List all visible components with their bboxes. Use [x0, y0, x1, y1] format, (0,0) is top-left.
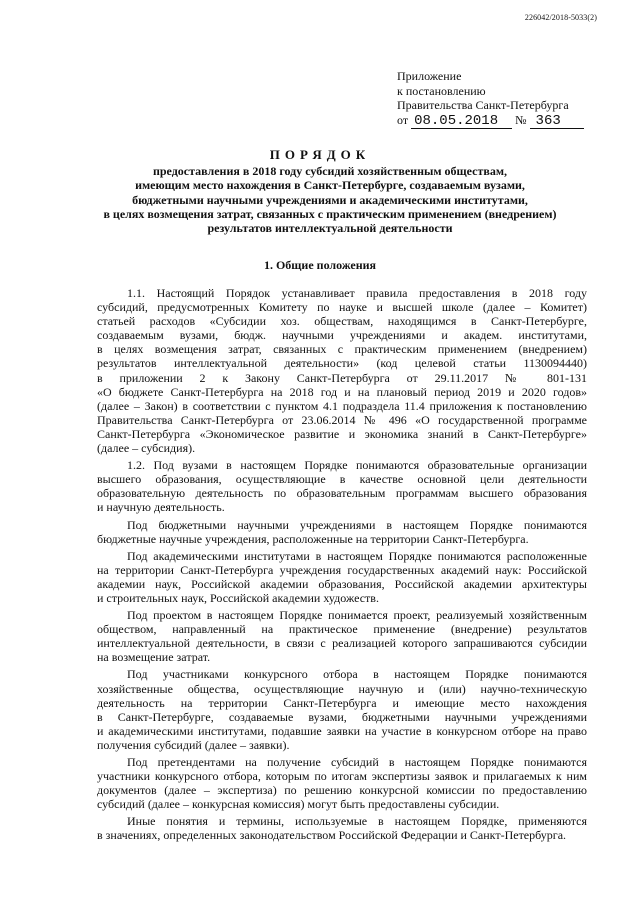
- subtitle-line: имеющим место нахождения в Санкт-Петербурге, создаваемым вузами,: [135, 178, 525, 193]
- paragraph-line: Правительства Санкт-Петербурга от 23.06.2014 № 496 «О государственной программе: [97, 412, 587, 427]
- resolution-date: 08.05.2018: [411, 114, 512, 129]
- paragraph-line: в приложении 2 к Закону Санкт-Петербурга от 29.11.2017 № 801-131: [97, 370, 587, 385]
- document-registration-number: 226042/2018-5033(2): [524, 13, 597, 22]
- paragraph-line: субсидий (далее – конкурсная комиссия) могут быть предоставлены субсидии.: [97, 797, 500, 812]
- paragraph-line: Иные понятия и термины, используемые в настоящем Порядке, применяются: [127, 814, 587, 829]
- subtitle-line: бюджетными научными учреждениями и академическими институтами,: [132, 192, 528, 207]
- paragraph-line: обществом, направленный на практическое применение (внедрение) результатов: [97, 622, 587, 637]
- paragraph-line: Санкт-Петербурга «Экономическое развитие и экономика знаний в Санкт-Петербурге»: [97, 426, 587, 441]
- paragraph: [97, 755, 587, 811]
- paragraph-line: хозяйственные общества, осуществляющие научную и (или) научно-техническую: [97, 681, 587, 696]
- paragraph-line: статьей расходов «Субсидии хоз. обществам, находящимся в Санкт-Петербурге,: [97, 314, 587, 329]
- paragraph-line: образовательную деятельность по образовательным программам высшего образования: [97, 486, 587, 501]
- paragraph-line: (далее – Закон) в соответствии с пунктом 4.1 подраздела 11.4 приложения к постановлению: [97, 398, 587, 413]
- paragraph-line: Под академическими институтами в настоящем Порядке понимаются расположенные: [127, 548, 587, 563]
- paragraph-line: Под претендентами на получение субсидий в настоящем Порядке понимаются: [127, 755, 587, 769]
- paragraph-line: и научную деятельность.: [97, 500, 225, 515]
- paragraph: [97, 814, 587, 842]
- paragraph-line: высшего образования, осуществляющие в качестве основной цели деятельности: [97, 472, 587, 487]
- subtitle-line: предоставления в 2018 году субсидий хозяйственным обществам,: [152, 164, 508, 178]
- paragraph-line: в целях возмещения затрат, связанных с практическим применением (внедрением): [97, 342, 587, 357]
- document-body: [97, 286, 587, 846]
- document-subtitle: [100, 164, 560, 235]
- appendix-line-3: Правительства Санкт-Петербурга: [397, 98, 569, 112]
- paragraph-line: участники конкурсного отбора, которым по итогам экспертизы заявок и прилагаемых к ним: [97, 769, 587, 784]
- paragraph-line: получения субсидий (далее – заявки).: [97, 737, 290, 752]
- paragraph: [97, 518, 587, 546]
- paragraph-line: Под участниками конкурсного отбора в настоящем Порядке понимаются: [127, 667, 587, 682]
- paragraph-line: «О бюджете Санкт-Петербурга на 2018 год и на плановый период 2019 и 2020 годов»: [97, 384, 587, 399]
- date-prefix: от: [397, 112, 409, 127]
- paragraph-line: документов (далее – экспертиза) по решению конкурсной комиссии по предоставлению: [97, 783, 587, 798]
- paragraph: [97, 549, 587, 605]
- paragraph-line: Под проектом в настоящем Порядке понимается проект, реализуемый хозяйственным: [127, 608, 587, 623]
- resolution-number: 363: [530, 114, 584, 129]
- document-title: ПОРЯДОК: [269, 147, 371, 162]
- paragraph: [97, 458, 587, 514]
- paragraph-line: результатов интеллектуальной деятельности» (код целевой статьи 1130094440): [97, 356, 587, 371]
- appendix-block: [397, 69, 584, 129]
- paragraph: [97, 286, 587, 455]
- paragraph-line: на возмещение затрат.: [97, 650, 211, 665]
- appendix-line-1: Приложение: [397, 69, 462, 83]
- paragraph-line: деятельность на территории Санкт-Петербурга и имеющие место нахождения: [97, 695, 587, 710]
- appendix-date-line: [397, 113, 584, 129]
- paragraph-line: в значениях, определенных законодательством Российской Федерации и Санкт-Петербурга.: [97, 828, 567, 843]
- number-sign: №: [515, 112, 527, 127]
- appendix-line-2: к постановлению: [397, 83, 486, 98]
- paragraph-line: на территории Санкт-Петербурга учреждения государственных академий наук: Российской: [97, 562, 587, 577]
- paragraph-line: (далее – субсидия).: [97, 441, 196, 456]
- section-heading: 1. Общие положения: [263, 258, 377, 272]
- subtitle-line: результатов интеллектуальной деятельности: [207, 221, 453, 236]
- paragraph-line: и академическими институтами, подавшие заявки на участие в конкурсном отборе на право: [97, 723, 587, 738]
- paragraph-line: субсидий, предусмотренных Комитету по науке и высшей школе (далее – Комитет): [97, 300, 587, 315]
- paragraph-line: Под бюджетными научными учреждениями в настоящем Порядке понимаются: [127, 517, 587, 532]
- paragraph-line: интеллектуальной деятельности, в связи с реализацией которого запрашиваются субсидии: [97, 636, 587, 651]
- paragraph-line: создаваемым вузами, бюдж. научными учреждениями и академ. институтами,: [97, 328, 587, 343]
- paragraph-line: в Санкт-Петербурге, создаваемые вузами, бюджетными научными учреждениями: [97, 709, 587, 724]
- paragraph-line: 1.1. Настоящий Порядок устанавливает правила предоставления в 2018 году: [127, 286, 587, 300]
- paragraph-line: бюджетные научные учреждения, расположенные на территории Санкт-Петербурга.: [97, 531, 529, 546]
- paragraph-line: 1.2. Под вузами в настоящем Порядке понимаются образовательные организации: [127, 458, 587, 473]
- paragraph: [97, 608, 587, 664]
- subtitle-line: в целях возмещения затрат, связанных с практическим применением (внедрением): [103, 206, 557, 221]
- paragraph-line: и строительных наук, Российской академии художеств.: [97, 590, 379, 605]
- paragraph-line: академии наук, Российской академии образования, Российской академии архитектуры: [97, 576, 587, 591]
- paragraph: [97, 667, 587, 752]
